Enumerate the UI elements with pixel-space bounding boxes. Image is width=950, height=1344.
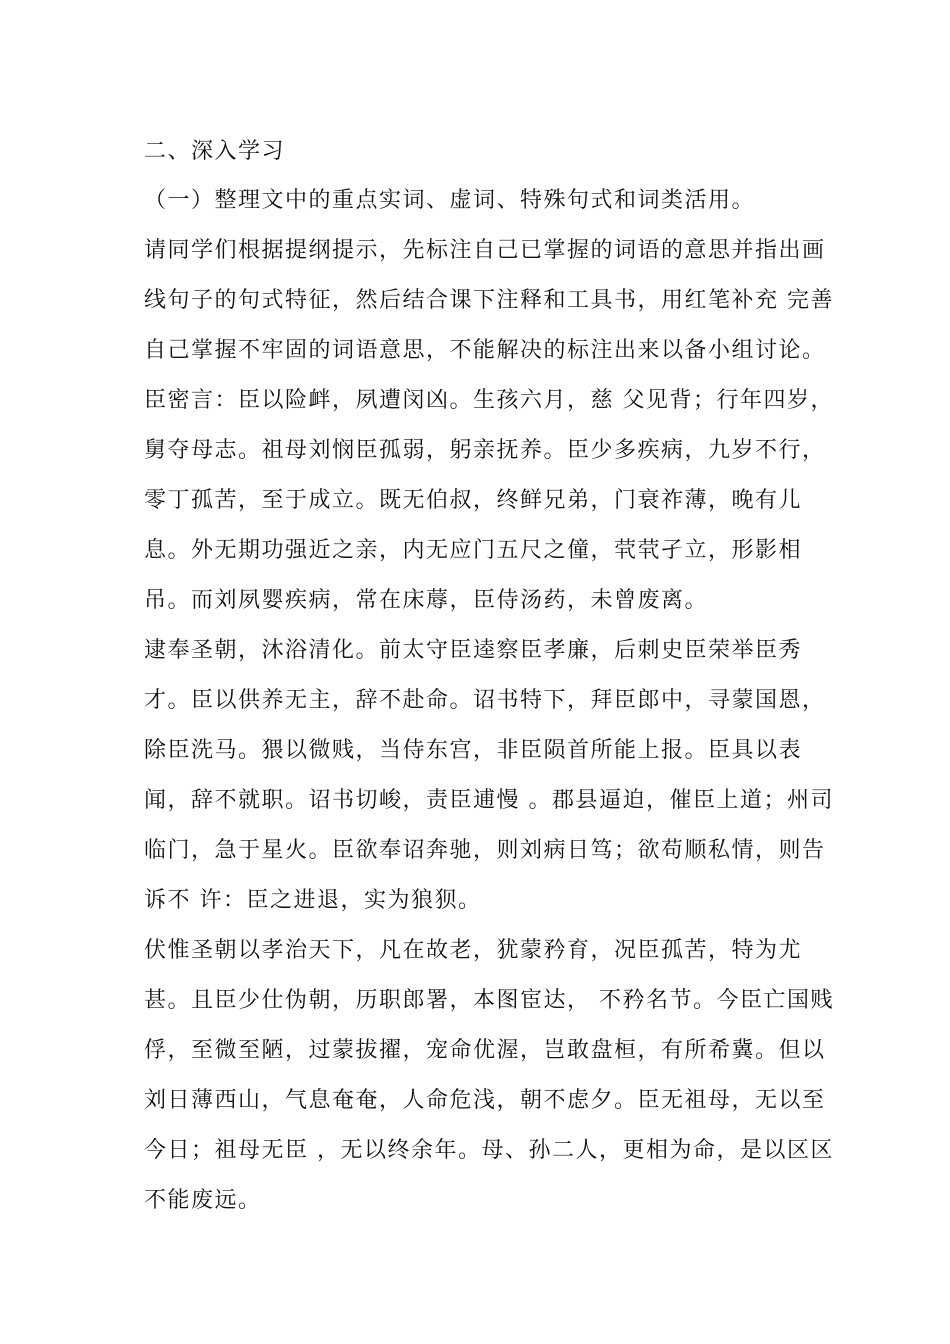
- paragraph-line: 舅夺母志。祖母刘悯臣孤弱，躬亲抚养。臣少多疾病，九岁不行，: [144, 438, 826, 463]
- paragraph-line: 闻，辞不就职。诏书切峻，责臣逋慢 。郡县逼迫，催臣上道；州司: [144, 788, 834, 813]
- paragraph-line: 甚。且臣少仕伪朝，历职郎署，本图宦达， 不矜名节。今臣亡国贱: [144, 988, 834, 1013]
- paragraph-line: 零丁孤苦，至于成立。既无伯叔，终鲜兄弟，门衰祚薄，晚有儿: [144, 488, 803, 513]
- paragraph-line: 不能废远。: [144, 1188, 262, 1213]
- paragraph-line: 伏惟圣朝以孝治天下，凡在故老，犹蒙矜育，况臣孤苦，特为尤: [144, 938, 803, 963]
- paragraph-line: 息。外无期功强近之亲，内无应门五尺之僮，茕茕孑立，形影相: [144, 538, 803, 563]
- paragraph-line: 逮奉圣朝，沐浴清化。前太守臣逵察臣孝廉，后刺史臣荣举臣秀: [144, 638, 803, 663]
- subheading: （一）整理文中的重点实词、虚词、特殊句式和词类活用。: [144, 188, 756, 213]
- instruction-line: 请同学们根据提纲提示，先标注自己已掌握的词语的意思并指出画: [144, 238, 826, 263]
- paragraph-line: 临门，急于星火。臣欲奉诏奔驰，则刘病日笃；欲苟顺私情，则告: [144, 838, 826, 863]
- paragraph-line: 才。臣以供养无主，辞不赴命。诏书特下，拜臣郎中，寻蒙国恩，: [144, 688, 826, 713]
- section-heading: 二、深入学习: [144, 139, 286, 164]
- paragraph-line: 今日；祖母无臣 ，无以终余年。母、孙二人，更相为命，是以区区: [144, 1138, 834, 1163]
- paragraph-line: 吊。而刘夙婴疾病，常在床蓐，臣侍汤药，未曾废离。: [144, 588, 709, 613]
- paragraph-line: 诉不 许：臣之进退，实为狼狈。: [144, 888, 482, 913]
- paragraph-line: 臣密言：臣以险衅，夙遭闵凶。生孩六月，慈 父见背；行年四岁，: [144, 388, 834, 413]
- paragraph-line: 俘，至微至陋，过蒙拔擢，宠命优渥，岂敢盘桓，有所希冀。但以: [144, 1038, 826, 1063]
- paragraph-line: 除臣洗马。猥以微贱，当侍东宫，非臣陨首所能上报。臣具以表: [144, 738, 803, 763]
- paragraph-line: 刘日薄西山，气息奄奄，人命危浅，朝不虑夕。臣无祖母，无以至: [144, 1088, 826, 1113]
- instruction-line: 自己掌握不牢固的词语意思，不能解决的标注出来以备小组讨论。: [144, 338, 826, 363]
- instruction-line: 线句子的句式特征，然后结合课下注释和工具书，用红笔补充 完善: [144, 288, 834, 313]
